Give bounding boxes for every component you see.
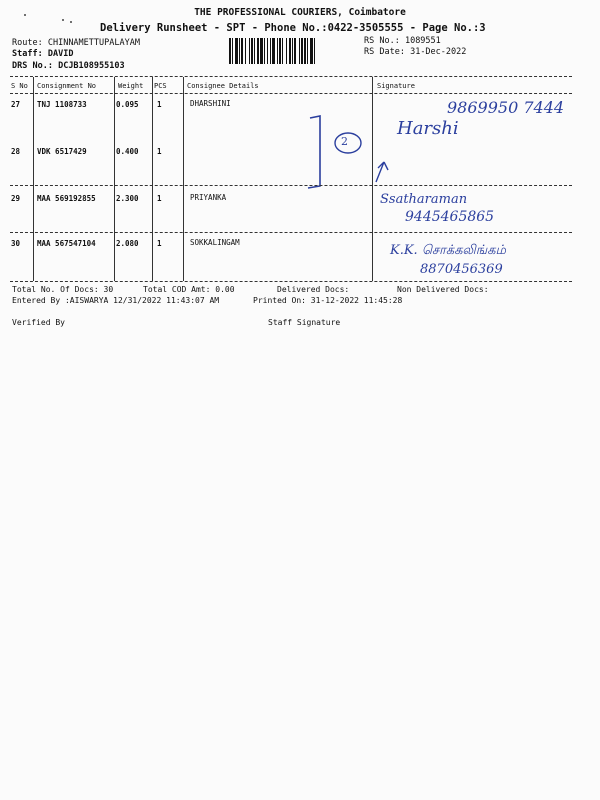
col-divider [33, 77, 34, 281]
rs-date-label: RS Date: [364, 47, 405, 57]
route-value: CHINNAMETTUPALAYAM [47, 38, 140, 48]
verified-by: Verified By [12, 318, 65, 327]
signature-name: Harshi [397, 118, 459, 139]
signature-phone: 8870456369 [420, 262, 503, 277]
cell-consignment: TNJ 1108733 [37, 100, 87, 109]
cell-pcs: 1 [157, 147, 162, 156]
cell-pcs: 1 [157, 100, 162, 109]
cell-weight: 0.095 [116, 100, 139, 109]
cell-weight: 2.300 [116, 194, 139, 203]
barcode [229, 38, 358, 64]
cell-consignee: DHARSHINI [190, 99, 231, 108]
row-rule [10, 232, 572, 233]
col-header-consignment: Consignment No [37, 82, 97, 90]
staff-line [12, 49, 73, 59]
col-header-pcs: PCS [154, 82, 167, 90]
col-divider [152, 77, 153, 281]
handwritten-bracket-annotation [300, 110, 410, 192]
col-header-weight: Weight [118, 82, 144, 90]
entered-by: Entered By :AISWARYA 12/31/2022 11:43:07 AM [12, 296, 220, 305]
total-docs: Total No. Of Docs: 30 [12, 285, 114, 294]
staff-signature: Staff Signature [268, 318, 341, 327]
signature-name: K.K. சொக்கலிங்கம் [390, 243, 506, 258]
rs-date-line [364, 47, 466, 57]
staff-value: DAVID [47, 49, 74, 59]
cell-pcs: 1 [157, 239, 162, 248]
col-header-signature: Signature [377, 82, 415, 90]
rs-no-line [364, 36, 441, 46]
delivered-docs: Delivered Docs: [277, 285, 350, 294]
circle-mark [335, 133, 361, 153]
signature-phone: 9869950 7444 [447, 98, 565, 117]
col-divider [114, 77, 115, 281]
drs-label: DRS No.: [12, 61, 53, 71]
cell-pcs: 1 [157, 194, 162, 203]
route-line [12, 38, 140, 48]
row-rule [10, 185, 572, 186]
cell-consignee: SOKKALINGAM [190, 238, 240, 247]
signature-phone: 9445465865 [405, 209, 495, 225]
speck [62, 19, 64, 21]
staff-label: Staff: [12, 49, 43, 59]
document-title: THE PROFESSIONAL COURIERS, Coimbatore [194, 7, 406, 18]
cell-sno: 29 [11, 194, 21, 203]
document-subtitle: Delivery Runsheet - SPT - Phone No.:0422-3505555 - Page No.:3 [100, 22, 486, 34]
arrow-mark [376, 162, 388, 182]
cell-consignment: MAA 569192855 [37, 194, 96, 203]
header-bottom-rule [10, 93, 572, 94]
col-header-consignee: Consignee Details [187, 82, 259, 90]
total-cod: Total COD Amt: 0.00 [143, 285, 235, 294]
speck [70, 21, 72, 23]
table-bottom-rule [10, 281, 572, 282]
signature-name: Ssatharaman [380, 192, 468, 207]
table-top-rule [10, 76, 572, 77]
cell-weight: 2.080 [116, 239, 139, 248]
col-header-sno: S No [11, 82, 28, 90]
rs-no-label: RS No.: [364, 36, 400, 46]
cell-consignment: VDK 6517429 [37, 147, 87, 156]
cell-sno: 30 [11, 239, 21, 248]
rs-no-value: 1089551 [404, 36, 441, 46]
circled-annotation-number: 2 [341, 135, 348, 148]
cell-weight: 0.400 [116, 147, 139, 156]
drs-value: DCJB108955103 [58, 61, 125, 71]
col-divider [183, 77, 184, 281]
rs-date-value: 31-Dec-2022 [410, 47, 467, 57]
route-label: Route: [12, 38, 43, 48]
cell-consignee: PRIYANKA [190, 193, 227, 202]
cell-sno: 27 [11, 100, 21, 109]
bracket-mark [308, 116, 320, 188]
cell-consignment: MAA 567547104 [37, 239, 96, 248]
printed-on: Printed On: 31-12-2022 11:45:28 [253, 296, 403, 305]
cell-sno: 28 [11, 147, 21, 156]
drs-line [12, 61, 125, 71]
non-delivered-docs: Non Delivered Docs: [397, 285, 489, 294]
